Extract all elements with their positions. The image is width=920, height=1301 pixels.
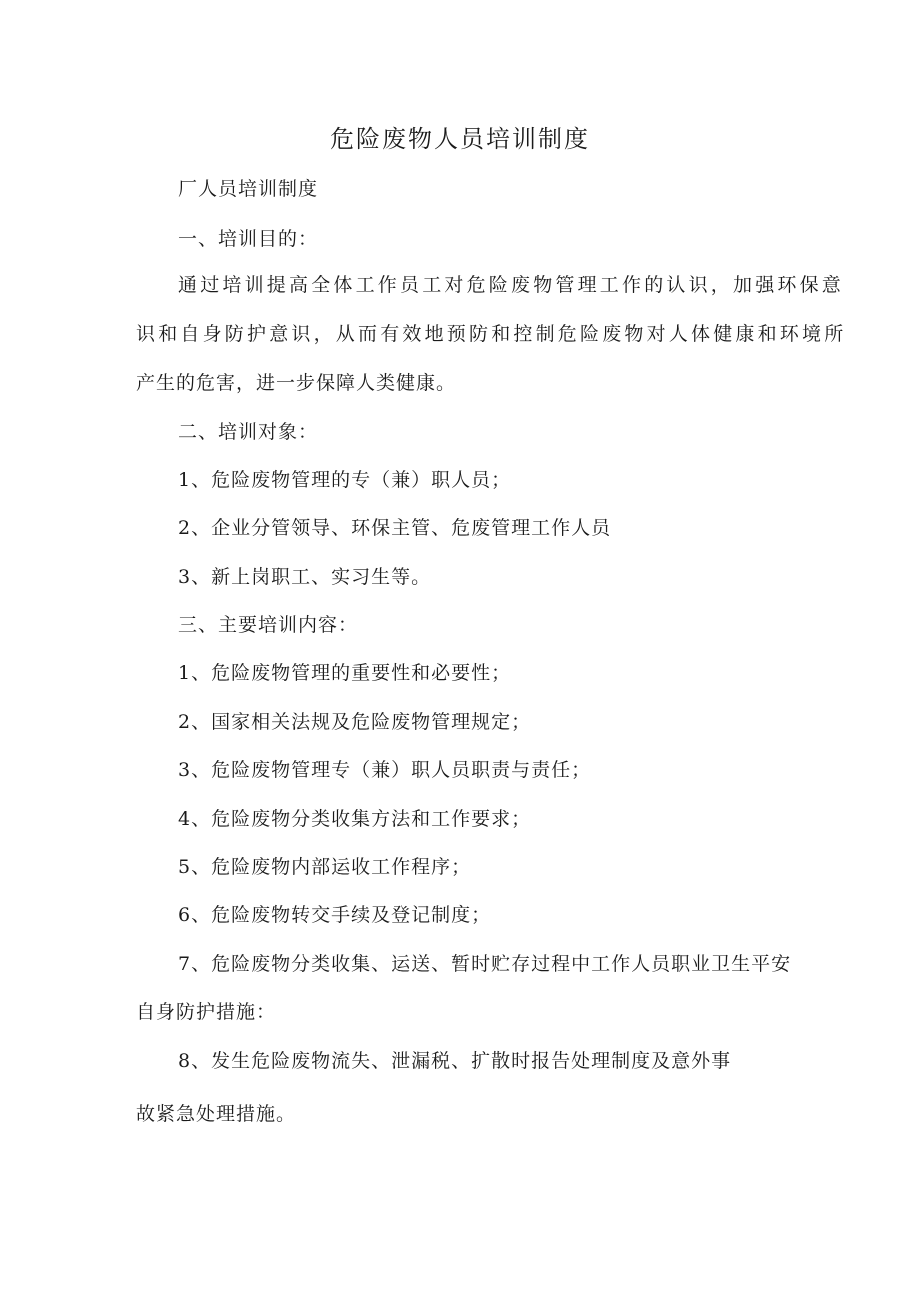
list-item: 1、危险废物管理的重要性和必要性； — [178, 662, 512, 684]
list-item: 7、危险废物分类收集、运送、暂时贮存过程中工作人员职业卫生平安 — [178, 953, 792, 975]
section-heading-purpose: 一、培训目的： — [178, 228, 319, 250]
document-title: 危险废物人员培训制度 — [330, 125, 590, 153]
section-heading-target: 二、培训对象： — [178, 421, 319, 443]
section-heading-content: 三、主要培训内容： — [178, 614, 359, 636]
paragraph-line: 产生的危害，进一步保障人类健康。 — [136, 372, 457, 394]
list-item: 8、发生危险废物流失、泄漏税、扩散时报告处理制度及意外事 — [178, 1050, 732, 1072]
list-item: 3、危险废物管理专（兼）职人员职责与责任； — [178, 759, 592, 781]
list-item: 5、危险废物内部运收工作程序； — [178, 856, 472, 878]
document-subtitle: 厂人员培训制度 — [178, 178, 319, 200]
list-item-continuation: 自身防护措施： — [136, 1001, 277, 1023]
list-item: 1、危险废物管理的专（兼）职人员； — [178, 469, 512, 491]
list-item-continuation: 故紧急处理措施。 — [136, 1103, 297, 1125]
paragraph-line: 识和自身防护意识，从而有效地预防和控制危险废物对人体健康和环境所 — [136, 323, 847, 345]
paragraph-line: 通过培训提高全体工作员工对危险废物管理工作的认识，加强环保意 — [178, 274, 845, 296]
list-item: 2、企业分管领导、环保主管、危废管理工作人员 — [178, 517, 612, 539]
list-item: 4、危险废物分类收集方法和工作要求； — [178, 808, 532, 830]
list-item: 2、国家相关法规及危险废物管理规定； — [178, 711, 532, 733]
list-item: 6、危险废物转交手续及登记制度； — [178, 904, 492, 926]
list-item: 3、新上岗职工、实习生等。 — [178, 566, 432, 588]
